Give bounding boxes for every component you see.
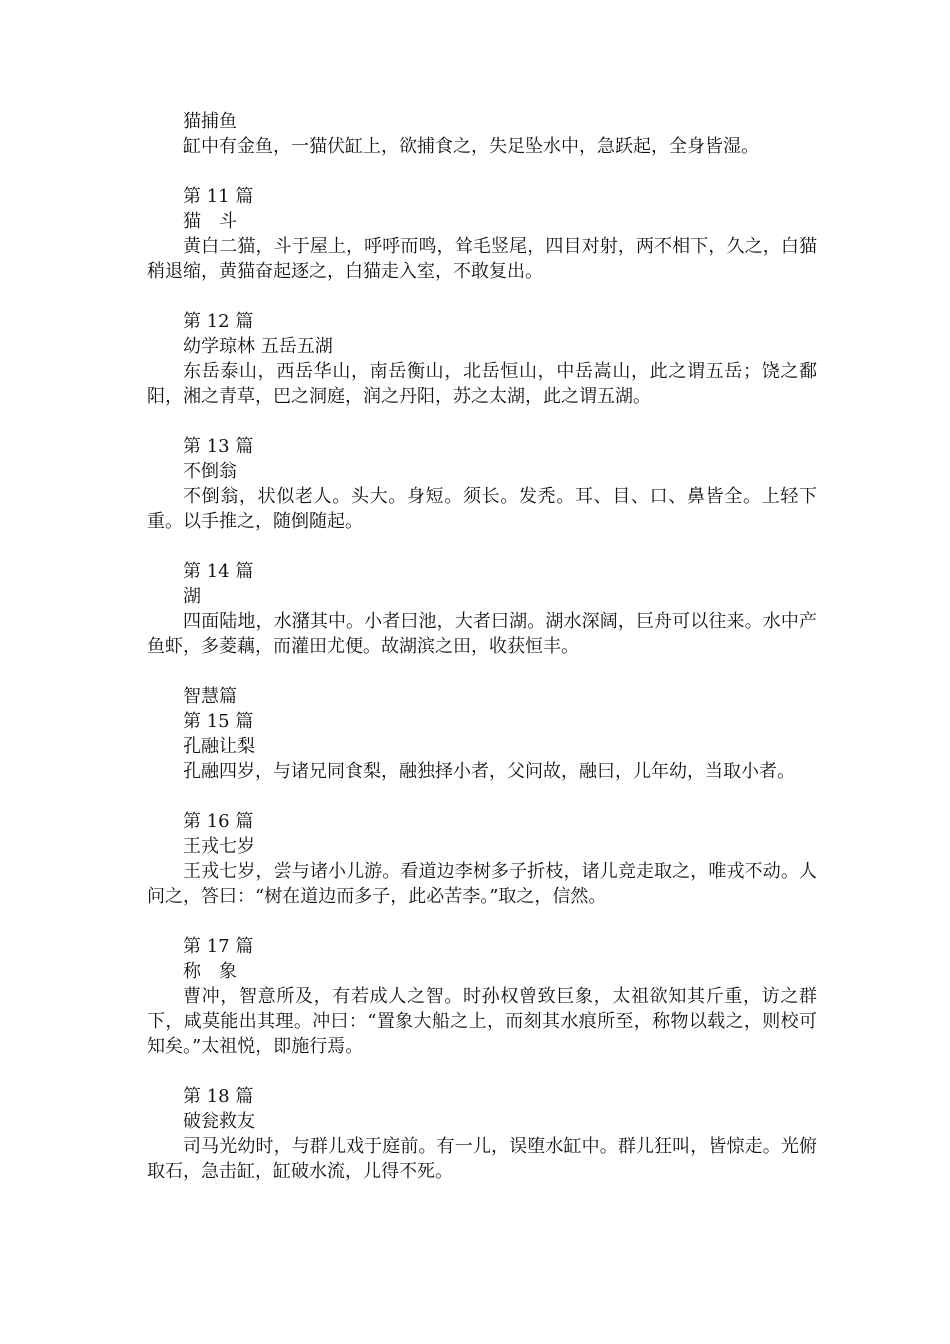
section-title: 不倒翁 — [183, 461, 237, 482]
section-heading: 第 13 篇 — [183, 436, 254, 457]
section-body: 司马光幼时，与群儿戏于庭前。有一儿，误堕水缸中。群儿狂叫，皆惊走。光俯取石，急击缸，缸破水流，儿得不死。 — [147, 1136, 817, 1182]
section-title: 猫 斗 — [183, 211, 237, 232]
section-title: 王戎七岁 — [183, 836, 255, 857]
section-title: 称 象 — [183, 961, 237, 982]
section-body: 曹冲，智意所及，有若成人之智。时孙权曾致巨象，太祖欲知其斤重，访之群下，咸莫能出其理。冲曰：“置象大船之上，而刻其水痕所至，称物以载之，则校可知矣。”太祖悦，即施行焉。 — [147, 986, 817, 1057]
section-title: 幼学琼林 五岳五湖 — [183, 336, 333, 357]
section-heading: 第 17 篇 — [183, 936, 254, 957]
section-body: 东岳泰山，西岳华山，南岳衡山，北岳恒山，中岳嵩山，此之谓五岳；饶之鄱阳，湘之青草，巴之洞庭，润之丹阳，苏之太湖，此之谓五湖。 — [147, 361, 817, 407]
section-heading: 第 12 篇 — [183, 311, 254, 332]
section-body: 孔融四岁，与诸兄同食梨，融独择小者，父问故，融曰，儿年幼，当取小者。 — [183, 761, 795, 782]
section-heading: 第 14 篇 — [183, 561, 254, 582]
section-title: 湖 — [183, 586, 201, 607]
section-body: 四面陆地，水潴其中。小者曰池，大者曰湖。湖水深阔，巨舟可以往来。水中产鱼虾，多菱藕，而灌田尤便。故湖滨之田，收获恒丰。 — [147, 611, 817, 657]
section-heading: 第 15 篇 — [183, 711, 254, 732]
part-heading: 智慧篇 — [183, 686, 237, 707]
section-body: 黄白二猫，斗于屋上，呼呼而鸣，耸毛竖尾，四目对射，两不相下，久之，白猫稍退缩，黄猫奋起逐之，白猫走入室，不敢复出。 — [147, 236, 817, 282]
section-heading: 第 16 篇 — [183, 811, 254, 832]
section-title: 孔融让梨 — [183, 736, 255, 757]
section-body: 不倒翁，状似老人。头大。身短。须长。发秃。耳、目、口、鼻皆全。上轻下重。以手推之，随倒随起。 — [147, 486, 817, 532]
section-title: 破瓮救友 — [183, 1111, 255, 1132]
section-heading: 第 18 篇 — [183, 1086, 254, 1107]
section-body: 缸中有金鱼，一猫伏缸上，欲捕食之，失足坠水中，急跃起，全身皆湿。 — [183, 136, 759, 157]
section-body: 王戎七岁，尝与诸小儿游。看道边李树多子折枝，诸儿竞走取之，唯戎不动。人问之，答曰：“树在道边而多子，此必苦李。”取之，信然。 — [147, 861, 817, 907]
section-heading: 第 11 篇 — [183, 186, 254, 207]
document-body — [147, 109, 817, 1184]
section-title: 猫捕鱼 — [183, 111, 237, 132]
